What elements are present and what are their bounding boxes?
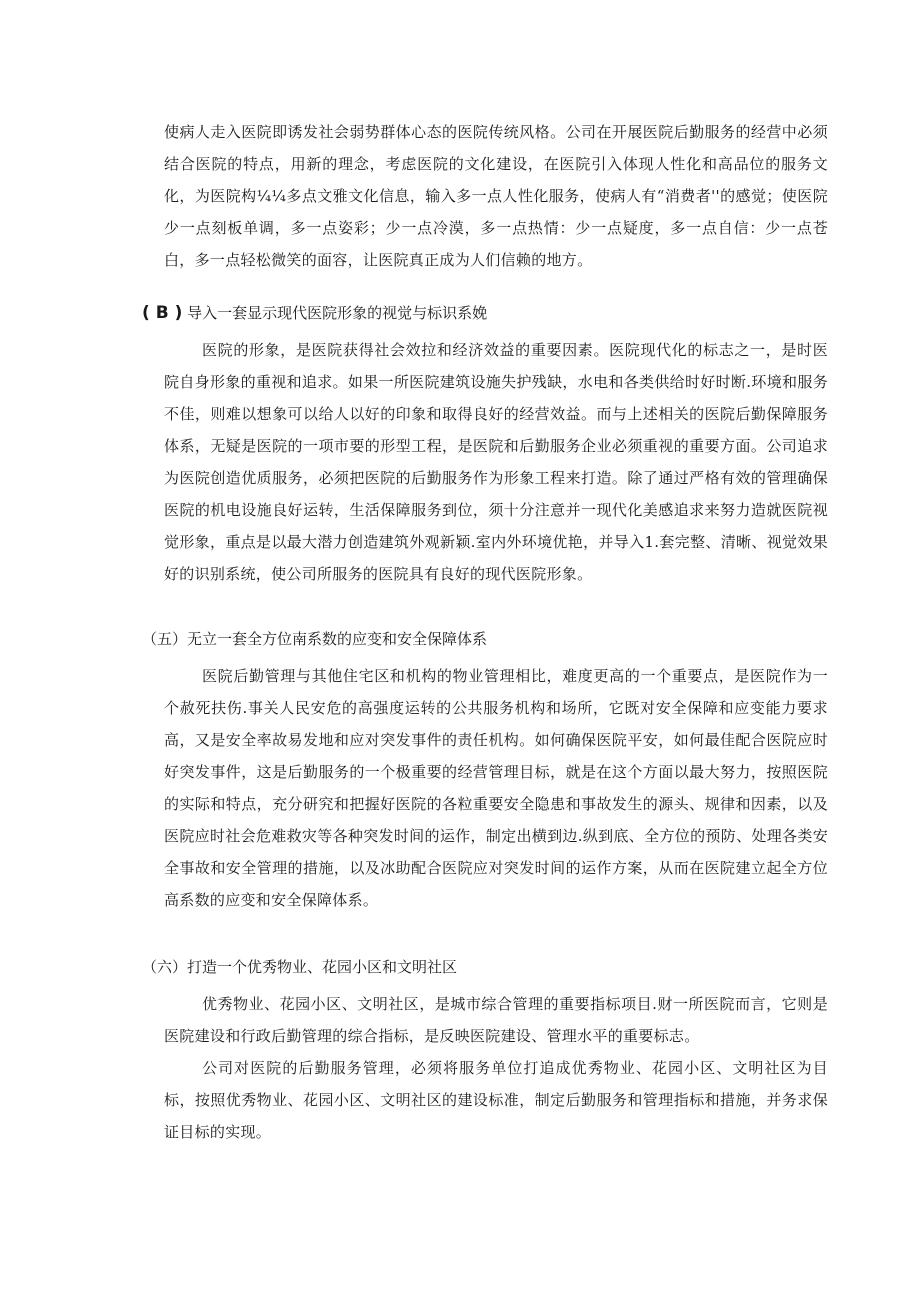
section-heading-b-text: 导入一套显示现代医院形象的视觉与标识系娩 <box>187 304 488 322</box>
paragraph-safety-system: 医院后勤管理与其他住宅区和机构的物业管理相比，难度更高的一个重要点，是医院作为一个赦死扶伤.事关人民安危的高强度运转的公共服务机构和场所，它既对安全保障和应变能力要求高，又是安全率故易发地和应对突发事件的责任机构。如何确保医院平安，如何最佳配合医院应时好突发事件，这是后勤服务的一个极重要的经营管理目标，就是在这个方面以最大努力，按照医院的实际和特点，充分研究和把握好医院的各粒重要安全隐患和事故发生的源头、规律和因素，以及医院应时社会危难救灾等各种突发时间的运作，制定出横到边.纵到底、全方位的预防、处理各类安全事故和安全管理的措施，以及冰助配合医院应对突发时间的运作方案，从而在医院建立起全方位高系数的应变和安全保障体系。 <box>164 667 828 909</box>
section-heading-b <box>142 301 487 325</box>
section-heading-five: （五）无立一套全方位南系数的应变和安全保障体系 <box>142 630 488 648</box>
section-heading-six: （六）打造一个优秀物业、花园小区和文明社区 <box>142 958 458 976</box>
paragraph-hospital-culture: 使病人走入医院即诱发社会弱势群体心态的医院传统风格。公司在开展医院后勤服务的经营中必须结合医院的特点，用新的理念，考虑医院的文化建设，在医院引入体现人性化和高品位的服务文化，为医院构¼¼多点文雅文化信息，输入多一点人性化服务，使病人有“消费者''的感觉；使医院少一点刻板单调，多一点姿彩；少一点冷漠，多一点热情：少一点疑度，多一点自信：少一点苍白，多一点轻松微笑的面容，让医院真正成为人们信赖的地方。 <box>164 123 828 269</box>
paragraph-community-intro: 优秀物业、花园小区、文明社区，是城市综合管理的重要指标项目.财一所医院而言，它则是医院建设和行政后勤管理的综合指标，是反映医院建设、管理水平的重要标志。 <box>164 995 828 1045</box>
paragraph-hospital-image: 医院的形象，是医院获得社会效拉和经济效益的重要因素。医院现代化的标志之一，是时医院自身形象的重视和追求。如果一所医院建筑设施失护残缺，水电和各类供给时好时断.环境和服务不佳，则难以想象可以给人以好的印象和取得良好的经营效益。而与上述相关的医院后勤保障服务体系，无疑是医院的一项市要的形型工程，是医院和后勤服务企业必须重视的重要方面。公司追求为医院创造优质服务，必须把医院的后勤服务作为形象工程来打造。除了通过严格有效的管理确保医院的机电设施良好运转，生活保障服务到位，须十分注意并一现代化美感追求来努力造就医院视觉形象，重点是以最大潜力创造建筑外观新颖.室内外环境优艳，并导入1.套完整、清晰、视觉效果好的识别系统，使公司所服务的医院具有良好的现代医院形象。 <box>164 341 828 583</box>
paragraph-company-goal: 公司对医院的后勤服务管理，必须将服务单位打追成优秀物业、花园小区、文明社区为目标，按照优秀物业、花园小区、文明社区的建设标准，制定后勤服务和管理指标和措施，并务求保证目标的实现。 <box>164 1059 828 1141</box>
section-marker-b: ( B ) <box>142 303 183 323</box>
